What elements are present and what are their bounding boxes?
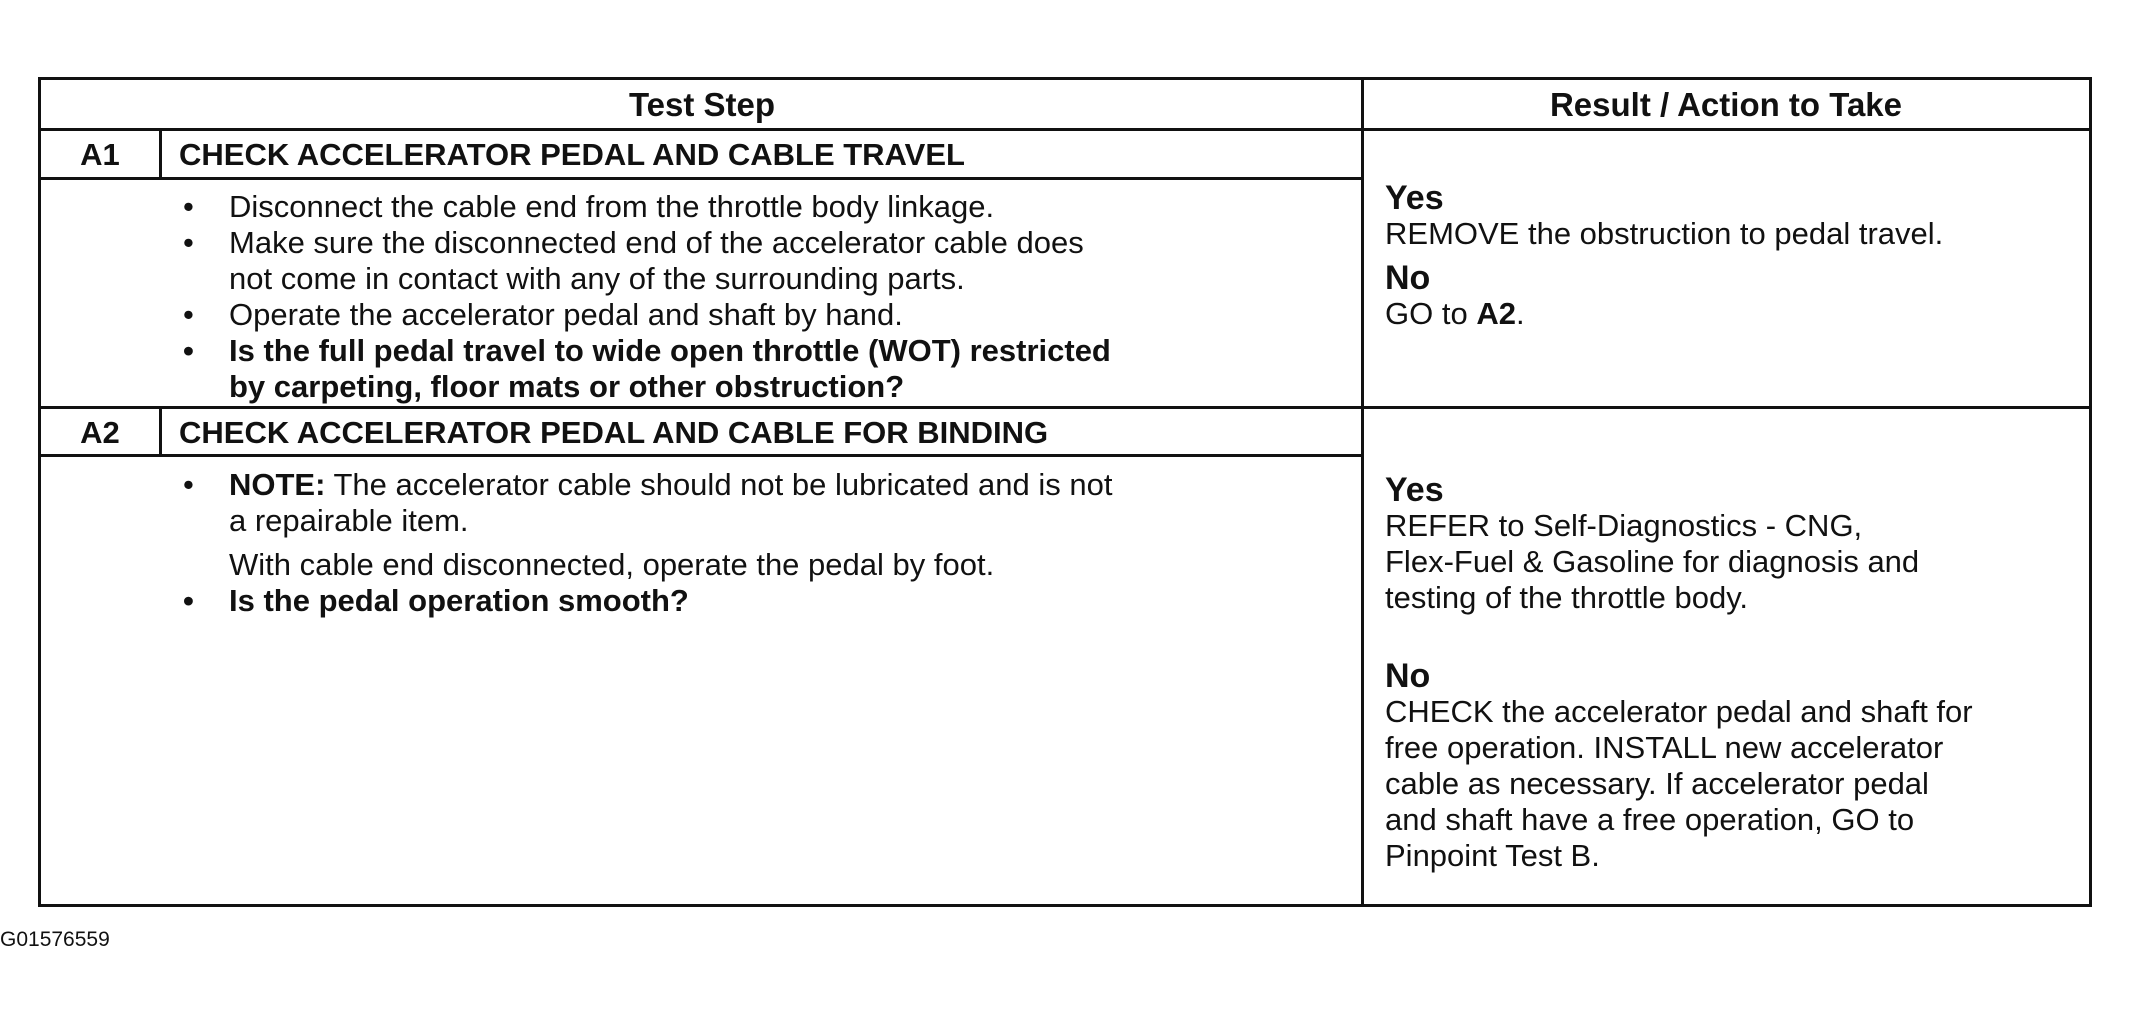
step-a1-instructions: [171, 189, 1361, 405]
step-a2-line-3: With cable end disconnected, operate the pedal by foot.: [229, 547, 995, 582]
no-action-line: and shaft have a free operation, GO to: [1385, 802, 1915, 837]
step-a1-line-4: • Operate the accelerator pedal and shaft by hand.: [183, 297, 903, 332]
step-a2-result: [1385, 472, 2090, 874]
step-a1-title: CHECK ACCELERATOR PEDAL AND CABLE TRAVEL: [179, 137, 965, 172]
step-a2-instructions: [171, 467, 1361, 619]
bullet-dot: •: [183, 467, 194, 502]
no-action-line: cable as necessary. If accelerator pedal: [1385, 766, 1929, 801]
step-a1-question-cont: by carpeting, floor mats or other obstruction?: [229, 369, 905, 404]
step-a1-result: [1385, 180, 2090, 332]
header-test-step: Test Step: [628, 86, 776, 123]
no-action-line: free operation. INSTALL new accelerator: [1385, 730, 1944, 765]
no-action-line: CHECK the accelerator pedal and shaft for: [1385, 694, 1973, 729]
step-a1-id-divider: [159, 128, 162, 180]
yes-action-line: Flex-Fuel & Gasoline for diagnosis and: [1385, 544, 1920, 579]
yes-label: Yes: [1385, 471, 1444, 509]
column-divider: [1361, 80, 1364, 904]
test-procedure-table: [38, 77, 2092, 907]
step-a2-line-1: • NOTE: The accelerator cable should not be lubricated and is not: [183, 467, 1113, 502]
step-a1-id: A1: [80, 137, 120, 172]
bullet-dot: •: [183, 297, 194, 332]
step-divider: [41, 406, 2089, 409]
header-result-action: Result / Action to Take: [1549, 86, 1903, 123]
figure-id: G01576559: [0, 928, 110, 951]
step-a2-line-2: a repairable item.: [229, 503, 469, 538]
step-a1-line-3: not come in contact with any of the surrounding parts.: [229, 261, 965, 296]
no-action: GO to A2.: [1385, 296, 1525, 331]
step-a1-title-divider: [41, 177, 1363, 180]
yes-action-line: testing of the throttle body.: [1385, 580, 1749, 615]
step-a2-id-divider: [159, 406, 162, 456]
step-a2-id: A2: [80, 415, 120, 450]
no-label: No: [1385, 259, 1431, 297]
bullet-dot: •: [183, 225, 194, 260]
yes-action: REMOVE the obstruction to pedal travel.: [1385, 216, 1944, 251]
bullet-dot: •: [183, 333, 194, 368]
no-label: No: [1385, 657, 1431, 695]
step-a2-question: • Is the pedal operation smooth?: [183, 583, 689, 618]
no-action-line: Pinpoint Test B.: [1385, 838, 1600, 873]
step-a2-title: CHECK ACCELERATOR PEDAL AND CABLE FOR BINDING: [179, 415, 1049, 450]
step-a1-line-1: • Disconnect the cable end from the throttle body linkage.: [183, 189, 995, 224]
header-divider: [41, 128, 2089, 131]
yes-label: Yes: [1385, 179, 1444, 217]
step-a1-line-2: • Make sure the disconnected end of the accelerator cable does: [183, 225, 1084, 260]
step-a1-question: • Is the full pedal travel to wide open throttle (WOT) restricted: [183, 333, 1111, 368]
step-a2-title-divider: [41, 454, 1363, 457]
bullet-dot: •: [183, 189, 194, 224]
yes-action-line: REFER to Self-Diagnostics - CNG,: [1385, 508, 1863, 543]
bullet-dot: •: [183, 583, 194, 618]
